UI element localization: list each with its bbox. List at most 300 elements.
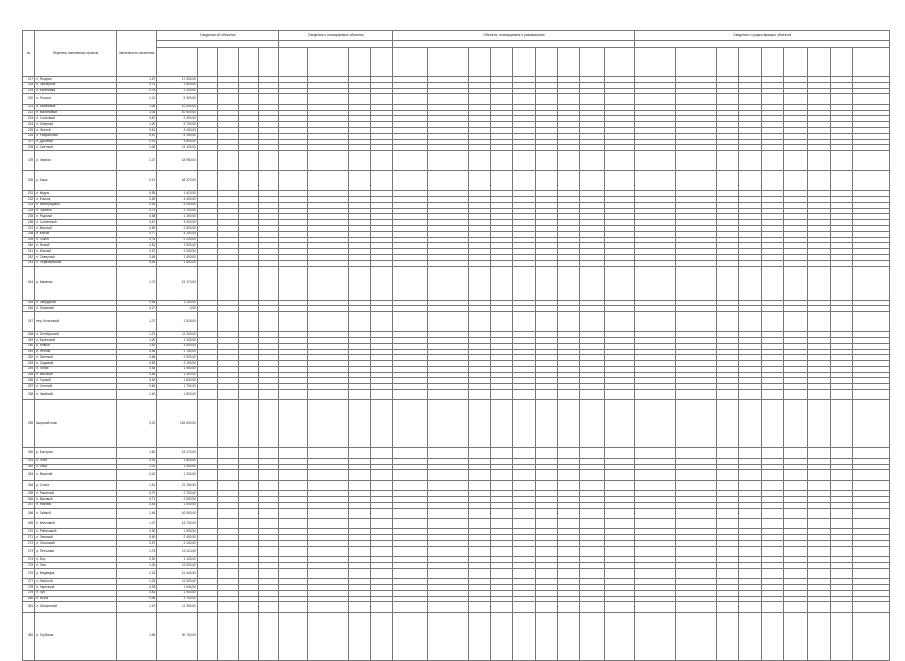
table-cell [635, 602, 676, 612]
table-cell [259, 448, 279, 458]
table-cell [218, 171, 238, 191]
table-cell [513, 312, 535, 332]
table-cell-value: 2 400,00 [157, 535, 198, 541]
table-cell-name: п. Ясный [35, 243, 116, 249]
table-cell [279, 448, 307, 458]
table-cell-value: 10 110,00 [157, 546, 198, 556]
header-cell [676, 48, 717, 77]
table-cell [393, 508, 428, 518]
table-row [23, 519, 890, 529]
table-cell [761, 508, 783, 518]
table-cell [830, 400, 852, 448]
table-cell-no: 217 [23, 77, 35, 83]
table-cell-value: 41 440,00 [157, 568, 198, 578]
table-cell [427, 470, 468, 480]
table-cell [580, 546, 604, 556]
table-cell-pop: 0,87 [116, 133, 157, 139]
table-cell-no: 219 [23, 88, 35, 94]
table-cell [635, 612, 676, 660]
table-cell-pop: 0,96 [116, 596, 157, 602]
table-cell [348, 602, 370, 612]
table-cell-no: 232 [23, 196, 35, 202]
table-cell [535, 546, 557, 556]
table-cell [558, 519, 580, 529]
table-cell [218, 480, 238, 490]
table-cell-name: пер. Колхозный [35, 312, 116, 332]
table-cell-value: 1 600,00 [157, 260, 198, 266]
table-row [23, 390, 890, 400]
table-cell [739, 508, 761, 518]
table-cell [580, 94, 604, 104]
table-cell [761, 151, 783, 171]
table-cell [853, 602, 890, 612]
table-cell [468, 508, 490, 518]
table-cell [468, 470, 490, 480]
table-cell-name: п. Омут [35, 464, 116, 470]
table-cell [197, 602, 217, 612]
table-cell [259, 94, 279, 104]
table-cell [604, 266, 635, 300]
table-cell-value: 5 100,00 [157, 133, 198, 139]
table-cell [676, 151, 717, 171]
table-cell-no: 234 [23, 208, 35, 214]
table-cell-no: 257 [23, 384, 35, 390]
table-cell-value: 1 900,00 [157, 590, 198, 596]
table-cell [676, 400, 717, 448]
table-cell [279, 546, 307, 556]
table-cell [218, 448, 238, 458]
table-cell [490, 266, 512, 300]
table-cell-no: 278 [23, 584, 35, 590]
table-cell [238, 508, 258, 518]
table-cell [393, 519, 428, 529]
table-row [23, 480, 890, 490]
table-cell-no: 263 [23, 470, 35, 480]
table-cell [604, 448, 635, 458]
table-cell [604, 390, 635, 400]
table-cell-pop: 1,78 [116, 546, 157, 556]
table-cell-name: р. Быстрая [35, 448, 116, 458]
table-cell-value: 48 370,00 [157, 171, 198, 191]
header-cell [279, 48, 307, 77]
table-cell-name: п. Исток [35, 596, 116, 602]
table-cell [635, 171, 676, 191]
table-cell-name: р. Сосна [35, 480, 116, 490]
table-cell-name: п. Верхний [35, 470, 116, 480]
table-cell-pop: 1,00 [116, 122, 157, 128]
table-cell-no: 259 [23, 400, 35, 448]
table-cell [427, 519, 468, 529]
table-cell [535, 312, 557, 332]
table-cell [535, 602, 557, 612]
table-cell [468, 448, 490, 458]
table-cell-pop: 1,03 [116, 579, 157, 585]
header-cell [808, 48, 830, 77]
table-cell-no: 281 [23, 602, 35, 612]
table-cell [393, 470, 428, 480]
table-cell [853, 151, 890, 171]
header-cell [716, 48, 738, 77]
table-cell [830, 171, 852, 191]
table-cell-no: 229 [23, 151, 35, 171]
table-cell-pop: 0,64 [116, 366, 157, 372]
table-cell [513, 602, 535, 612]
table-cell [580, 266, 604, 300]
table-cell-name: п. Плес [35, 458, 116, 464]
table-cell [238, 602, 258, 612]
table-cell [535, 400, 557, 448]
table-cell-pop: 0,58 [116, 214, 157, 220]
table-cell-no: 282 [23, 612, 35, 660]
table-cell-pop: 1,21 [116, 94, 157, 104]
table-cell [218, 546, 238, 556]
table-cell [279, 400, 307, 448]
table-cell-no: 226 [23, 133, 35, 139]
table-cell-name: п. Ельник [35, 196, 116, 202]
table-cell [259, 390, 279, 400]
table-cell [808, 94, 830, 104]
header-cell [427, 48, 468, 77]
table-cell [604, 568, 635, 578]
table-cell-value: 1 500,00 [157, 529, 198, 535]
table-cell-pop: 0,78 [116, 237, 157, 243]
table-cell [307, 151, 348, 171]
table-cell-pop: 0,66 [116, 355, 157, 361]
table-cell-no: 224 [23, 122, 35, 128]
table-cell [783, 390, 807, 400]
table-cell [716, 508, 738, 518]
header-cell [259, 48, 279, 77]
table-cell-pop: 0,58 [116, 372, 157, 378]
table-cell-name: п. Луч [35, 590, 116, 596]
table-cell [635, 448, 676, 458]
table-cell [427, 612, 468, 660]
table-cell [393, 151, 428, 171]
header-group-3: Объекты, планируемые к размещению [393, 31, 635, 41]
table-cell [716, 400, 738, 448]
table-cell [427, 448, 468, 458]
table-cell [238, 470, 258, 480]
table-cell [808, 612, 830, 660]
table-cell-no: 242 [23, 254, 35, 260]
table-cell [535, 519, 557, 529]
table-cell [393, 312, 428, 332]
header-cell [635, 48, 676, 77]
table-cell [783, 470, 807, 480]
table-cell [348, 171, 370, 191]
table-cell [279, 612, 307, 660]
table-cell [716, 171, 738, 191]
table-cell-pop: 0,70 [116, 491, 157, 497]
table-cell [370, 266, 392, 300]
table-cell-value: 11 300,00 [157, 602, 198, 612]
table-cell [761, 94, 783, 104]
table-cell-name: п. Луговой [35, 208, 116, 214]
table-cell [490, 568, 512, 578]
table-cell-value: 2 200,00 [157, 237, 198, 243]
table-cell [783, 171, 807, 191]
table-cell-name: п. Гать [35, 562, 116, 568]
table-cell [716, 151, 738, 171]
table-cell [676, 480, 717, 490]
table-cell-value: 1 050,00 [157, 366, 198, 372]
table-cell [259, 480, 279, 490]
table-cell-pop: 0,74 [116, 82, 157, 88]
header-group-4: Сведения о существующих объектах [635, 31, 890, 41]
table-cell-value: 4 100,00 [157, 231, 198, 237]
table-cell-no: 254 [23, 366, 35, 372]
table-cell [761, 546, 783, 556]
table-cell [739, 400, 761, 448]
table-cell [513, 470, 535, 480]
table-cell-no: 246 [23, 306, 35, 312]
table-cell-no: 277 [23, 579, 35, 585]
table-row [23, 546, 890, 556]
table-cell [830, 508, 852, 518]
table-cell [279, 602, 307, 612]
table-cell [676, 266, 717, 300]
table-cell [558, 568, 580, 578]
table-cell [808, 546, 830, 556]
table-cell [808, 568, 830, 578]
table-cell-no: 233 [23, 202, 35, 208]
table-row [23, 508, 890, 518]
table-cell [761, 480, 783, 490]
table-cell-no: 239 [23, 237, 35, 243]
table-cell [580, 448, 604, 458]
table-cell-no: 266 [23, 497, 35, 503]
table-cell-value: 1 800,00 [157, 458, 198, 464]
table-cell [808, 390, 830, 400]
table-cell [635, 568, 676, 578]
table-cell [604, 151, 635, 171]
table-cell [513, 480, 535, 490]
table-cell [427, 312, 468, 332]
table-cell [238, 612, 258, 660]
table-cell [808, 508, 830, 518]
table-cell [761, 612, 783, 660]
table-cell [558, 508, 580, 518]
header-sub [393, 41, 635, 48]
table-row [23, 602, 890, 612]
table-cell [238, 312, 258, 332]
table-cell [676, 508, 717, 518]
table-cell [468, 94, 490, 104]
table-cell [370, 400, 392, 448]
table-cell [307, 519, 348, 529]
table-cell [783, 546, 807, 556]
table-cell-value: 4 400,00 [157, 196, 198, 202]
table-cell-no: 223 [23, 116, 35, 122]
table-cell-pop: 0,50 [116, 529, 157, 535]
table-cell [490, 508, 512, 518]
table-cell [348, 508, 370, 518]
table-cell-value: 1 200,00 [157, 337, 198, 343]
table-cell [218, 602, 238, 612]
table-cell [635, 266, 676, 300]
table-cell [716, 519, 738, 529]
table-cell [676, 519, 717, 529]
table-cell [739, 546, 761, 556]
table-cell-no: 269 [23, 519, 35, 529]
table-cell [635, 400, 676, 448]
table-cell-name: п. Липовый [35, 535, 116, 541]
table-cell [739, 94, 761, 104]
table-cell [513, 508, 535, 518]
data-table [22, 30, 890, 661]
table-cell-no: 260 [23, 448, 35, 458]
table-cell [783, 612, 807, 660]
table-cell-pop: 2,12 [116, 171, 157, 191]
table-cell [535, 266, 557, 300]
table-cell-name: п. Береговой [35, 337, 116, 343]
table-cell [808, 470, 830, 480]
table-cell-value: 1 400,00 [157, 502, 198, 508]
table-cell [307, 508, 348, 518]
table-cell-value: 1 240,00 [157, 300, 198, 306]
table-cell [604, 602, 635, 612]
table-cell-pop: 0,93 [116, 584, 157, 590]
table-cell-value: 1 410,00 [157, 191, 198, 197]
table-cell-name: п. Лесной [35, 127, 116, 133]
table-cell [761, 519, 783, 529]
table-cell-name: п. Ключи [35, 231, 116, 237]
table-cell [259, 508, 279, 518]
table-cell [558, 602, 580, 612]
table-cell [513, 390, 535, 400]
table-cell-no: 258 [23, 390, 35, 400]
table-cell [238, 151, 258, 171]
table-cell-name: р. Глубокая [35, 612, 116, 660]
table-cell [468, 266, 490, 300]
header-cell [739, 48, 761, 77]
table-cell [393, 448, 428, 458]
table-cell-value: 2 500,00 [157, 225, 198, 231]
table-cell [604, 171, 635, 191]
table-cell-value: 3 600,00 [157, 139, 198, 145]
table-cell-name: п. Дубовый [35, 139, 116, 145]
table-cell [830, 448, 852, 458]
table-cell-no: 267 [23, 502, 35, 508]
table-cell-value: 24 170,00 [157, 266, 198, 300]
table-cell [535, 508, 557, 518]
table-cell [580, 151, 604, 171]
table-cell [370, 390, 392, 400]
table-cell [783, 480, 807, 490]
table-row [23, 400, 890, 448]
table-cell-value: 10 500,00 [157, 110, 198, 116]
table-cell [238, 519, 258, 529]
table-cell-name: п. Озерный [35, 122, 116, 128]
table-cell-no: 231 [23, 191, 35, 197]
table-row [23, 266, 890, 300]
table-cell-name: п. Октябрьский [35, 332, 116, 338]
table-cell [348, 568, 370, 578]
table-cell [676, 171, 717, 191]
table-cell [853, 448, 890, 458]
table-cell-no: 275 [23, 562, 35, 568]
table-cell [853, 508, 890, 518]
table-cell-name: п. Светлый [35, 145, 116, 151]
table-cell-value: 5 300,00 [157, 94, 198, 104]
table-cell-no: 270 [23, 529, 35, 535]
table-cell [307, 612, 348, 660]
table-cell [830, 546, 852, 556]
table-cell-pop: 1,64 [116, 508, 157, 518]
table-cell [393, 400, 428, 448]
table-cell [535, 470, 557, 480]
table-cell [393, 546, 428, 556]
table-cell [853, 519, 890, 529]
table-cell-value: 10 000,00 [157, 104, 198, 110]
table-cell [580, 400, 604, 448]
table-cell [716, 312, 738, 332]
table-cell [783, 266, 807, 300]
table-cell [259, 151, 279, 171]
table-cell-name: п. Запрудный [35, 300, 116, 306]
header-cell [761, 48, 783, 77]
table-cell [580, 568, 604, 578]
table-cell [197, 508, 217, 518]
table-cell [558, 151, 580, 171]
table-cell [490, 94, 512, 104]
table-cell [348, 151, 370, 171]
table-cell [307, 480, 348, 490]
table-cell-pop: 0,55 [116, 260, 157, 266]
table-cell-pop: 0,61 [116, 127, 157, 133]
table-cell [761, 390, 783, 400]
table-cell-name: п. Гремячий [35, 306, 116, 312]
table-cell [370, 470, 392, 480]
table-cell-pop: 0,57 [116, 249, 157, 255]
table-cell [716, 448, 738, 458]
table-cell [238, 266, 258, 300]
table-cell-no: 218 [23, 82, 35, 88]
table-cell [580, 312, 604, 332]
table-cell [197, 480, 217, 490]
table-cell [739, 612, 761, 660]
table-cell [558, 612, 580, 660]
table-row [23, 470, 890, 480]
table-cell [853, 390, 890, 400]
table-cell-no: 264 [23, 480, 35, 490]
table-cell [490, 602, 512, 612]
table-cell [259, 400, 279, 448]
header-cell [513, 48, 535, 77]
header-cell [783, 48, 807, 77]
table-cell [279, 508, 307, 518]
table-cell [808, 312, 830, 332]
table-cell [279, 312, 307, 332]
table-cell-pop: 0,87 [116, 116, 157, 122]
table-cell [259, 312, 279, 332]
table-cell-name: п. Мирный [35, 225, 116, 231]
table-cell [279, 470, 307, 480]
header-cell [535, 48, 557, 77]
table-cell [808, 519, 830, 529]
table-cell-pop: 1,27 [116, 151, 157, 171]
table-cell-pop: 0,98 [116, 300, 157, 306]
table-cell [468, 602, 490, 612]
table-cell [218, 266, 238, 300]
table-cell [513, 519, 535, 529]
table-cell [830, 480, 852, 490]
table-row [23, 448, 890, 458]
table-cell [238, 400, 258, 448]
header-sub [157, 41, 279, 48]
table-cell [218, 508, 238, 518]
table-cell [279, 519, 307, 529]
